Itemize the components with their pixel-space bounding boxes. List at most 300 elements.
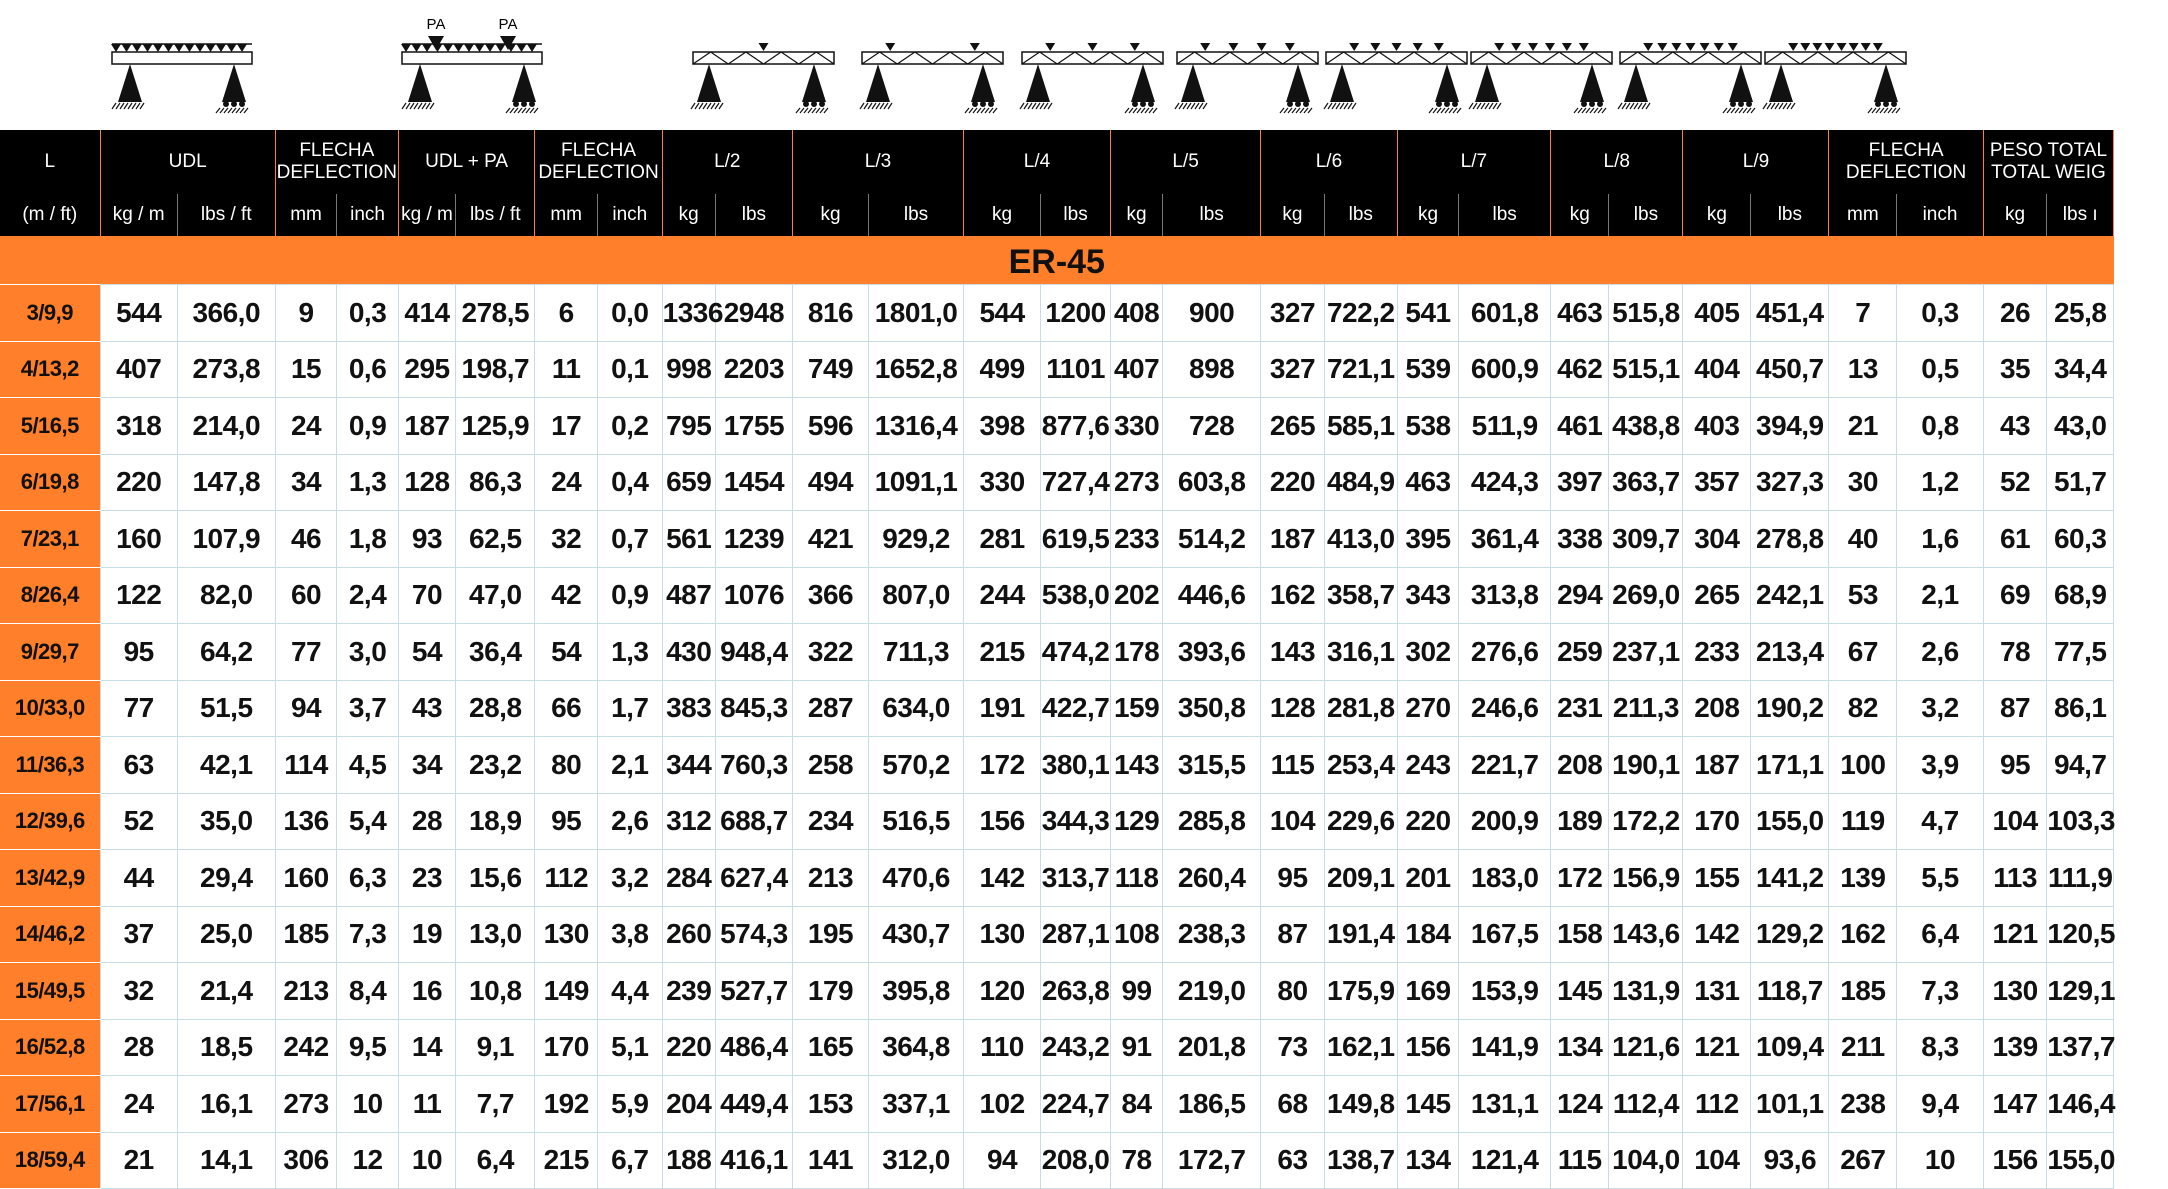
table-cell: 898 [1163, 341, 1261, 398]
table-cell: 198,7 [456, 341, 535, 398]
table-cell: 11 [535, 341, 598, 398]
table-cell: 3,2 [1897, 680, 1984, 737]
table-cell: 184 [1397, 906, 1459, 963]
table-cell: 54 [398, 624, 455, 681]
table-cell: 0,6 [337, 341, 399, 398]
table-cell: 327,3 [1751, 454, 1829, 511]
table-cell: 172 [963, 737, 1040, 794]
table-cell: 191 [963, 680, 1040, 737]
table-cell: 167,5 [1459, 906, 1551, 963]
table-cell: 187 [1261, 511, 1325, 568]
table-cell: 130 [1983, 963, 2047, 1020]
table-cell: 244 [963, 567, 1040, 624]
table-cell: 304 [1683, 511, 1751, 568]
table-cell: 929,2 [869, 511, 964, 568]
table-cell: 95 [1261, 850, 1325, 907]
table-cell: 312,0 [869, 1132, 964, 1189]
table-cell: 246,6 [1459, 680, 1551, 737]
table-cell: 306 [275, 1132, 337, 1189]
table-cell: 1336 [662, 285, 715, 342]
table-cell: 0,1 [597, 341, 662, 398]
table-cell: 287 [792, 680, 868, 737]
table-cell: 165 [792, 1019, 868, 1076]
table-cell: 2,1 [1897, 567, 1984, 624]
table-cell: 51,7 [2047, 454, 2114, 511]
table-cell: 221,7 [1459, 737, 1551, 794]
table-cell: 234 [792, 793, 868, 850]
table-cell: 1,7 [597, 680, 662, 737]
table-cell: 208 [1551, 737, 1609, 794]
table-cell: 3,8 [597, 906, 662, 963]
table-cell: 596 [792, 398, 868, 455]
table-cell: 82 [1829, 680, 1897, 737]
header-l-unit: (m / ft) [0, 194, 100, 238]
table-cell: 21 [100, 1132, 177, 1189]
header-group-l-3 [792, 130, 963, 194]
unit-label: kg [1261, 194, 1325, 238]
unit-label: inch [337, 194, 399, 238]
table-cell: 0,3 [337, 285, 399, 342]
table-cell: 121 [1983, 906, 2047, 963]
table-cell: 393,6 [1163, 624, 1261, 681]
point-load-l7-icon [1469, 43, 1612, 113]
table-cell: 24 [535, 454, 598, 511]
table-cell: 53 [1829, 567, 1897, 624]
table-cell: 29,4 [177, 850, 275, 907]
table-cell: 394,9 [1751, 398, 1829, 455]
table-cell: 544 [963, 285, 1040, 342]
table-row [0, 285, 2168, 342]
table-cell: 407 [100, 341, 177, 398]
table-cell: 5,9 [597, 1076, 662, 1133]
table-cell: 722,2 [1324, 285, 1397, 342]
header-group-sublabel: DEFLECTION [1845, 162, 1967, 183]
table-cell: 73 [1261, 1019, 1325, 1076]
table-cell: 162 [1261, 567, 1325, 624]
header-group-label: L/7 [1460, 151, 1488, 172]
table-cell: 285,8 [1163, 793, 1261, 850]
table-cell: 134 [1397, 1132, 1459, 1189]
table-cell: 312 [662, 793, 715, 850]
span-length-cell: 12/39,6 [0, 793, 100, 850]
udl-pa-beam-icon [401, 16, 542, 113]
header-group-l-7 [1397, 130, 1550, 194]
table-cell: 238 [1829, 1076, 1897, 1133]
header-group-label: PESO TOTAL [1989, 140, 2108, 161]
table-cell: 1,3 [597, 624, 662, 681]
table-cell: 2,6 [1897, 624, 1984, 681]
unit-label: lbs ı [2047, 194, 2114, 238]
table-cell: 159 [1111, 680, 1163, 737]
table-cell: 1,6 [1897, 511, 1984, 568]
table-cell: 461 [1551, 398, 1609, 455]
table-cell: 265 [1261, 398, 1325, 455]
table-cell: 1801,0 [869, 285, 964, 342]
table-cell: 25,0 [177, 906, 275, 963]
table-cell: 46 [275, 511, 337, 568]
table-cell: 422,7 [1041, 680, 1111, 737]
table-cell: 14,1 [177, 1132, 275, 1189]
table-cell: 6,4 [1897, 906, 1984, 963]
span-length-cell: 13/42,9 [0, 850, 100, 907]
table-cell: 68,9 [2047, 567, 2114, 624]
table-cell: 265 [1683, 567, 1751, 624]
point-load-l9-icon [1763, 43, 1906, 113]
table-cell: 213 [275, 963, 337, 1020]
header-group-label: L/6 [1315, 151, 1343, 172]
table-cell: 172,7 [1163, 1132, 1261, 1189]
unit-label: lbs [1163, 194, 1261, 238]
table-cell: 52 [100, 793, 177, 850]
table-cell: 219,0 [1163, 963, 1261, 1020]
table-cell: 10 [1897, 1132, 1984, 1189]
header-group-label: L/9 [1742, 151, 1770, 172]
table-cell: 195 [792, 906, 868, 963]
table-cell: 313,7 [1041, 850, 1111, 907]
unit-label: inch [1897, 194, 1984, 238]
table-cell: 99 [1111, 963, 1163, 1020]
table-cell: 8,4 [337, 963, 399, 1020]
table-row [0, 1132, 2168, 1189]
table-cell: 398 [963, 398, 1040, 455]
table-cell: 156 [1397, 1019, 1459, 1076]
table-cell: 451,4 [1751, 285, 1829, 342]
table-cell: 273,8 [177, 341, 275, 398]
table-cell: 156 [1983, 1132, 2047, 1189]
point-load-l2-icon [691, 43, 834, 113]
table-cell: 209,1 [1324, 850, 1397, 907]
table-cell: 6,4 [456, 1132, 535, 1189]
table-cell: 760,3 [715, 737, 792, 794]
unit-label: kg [1111, 194, 1163, 238]
table-cell: 527,7 [715, 963, 792, 1020]
table-cell: 77 [100, 680, 177, 737]
table-cell: 78 [1111, 1132, 1163, 1189]
header-group-l-6 [1261, 130, 1398, 194]
table-cell: 158 [1551, 906, 1609, 963]
table-cell: 263,8 [1041, 963, 1111, 1020]
table-cell: 215 [963, 624, 1040, 681]
table-cell: 128 [398, 454, 455, 511]
table-cell: 95 [100, 624, 177, 681]
table-cell: 215 [535, 1132, 598, 1189]
table-cell: 32 [535, 511, 598, 568]
header-group-label: UDL + PA [425, 151, 509, 172]
table-cell: 102 [963, 1076, 1040, 1133]
unit-label: lbs [869, 194, 964, 238]
table-cell: 115 [1261, 737, 1325, 794]
table-cell: 179 [792, 963, 868, 1020]
table-cell: 260 [662, 906, 715, 963]
table-cell: 900 [1163, 285, 1261, 342]
span-length-cell: 11/36,3 [0, 737, 100, 794]
table-cell: 121,6 [1609, 1019, 1683, 1076]
table-cell: 43 [1983, 398, 2047, 455]
table-cell: 258 [792, 737, 868, 794]
table-cell: 7 [1829, 285, 1897, 342]
table-cell: 278,5 [456, 285, 535, 342]
table-cell: 1652,8 [869, 341, 964, 398]
point-load-l8-icon [1618, 43, 1761, 113]
table-cell: 82,0 [177, 567, 275, 624]
table-cell: 0,7 [597, 511, 662, 568]
table-cell: 281 [963, 511, 1040, 568]
table-cell: 330 [963, 454, 1040, 511]
table-cell: 9,4 [1897, 1076, 1984, 1133]
header-group-l-2 [662, 130, 792, 194]
table-cell: 141,2 [1751, 850, 1829, 907]
table-cell: 149,8 [1324, 1076, 1397, 1133]
table-cell: 143 [1261, 624, 1325, 681]
table-cell: 51,5 [177, 680, 275, 737]
unit-label: inch [597, 194, 662, 238]
table-cell: 21,4 [177, 963, 275, 1020]
table-cell: 141,9 [1459, 1019, 1551, 1076]
table-cell: 361,4 [1459, 511, 1551, 568]
table-cell: 84 [1111, 1076, 1163, 1133]
table-cell: 109,4 [1751, 1019, 1829, 1076]
table-cell: 104 [1683, 1132, 1751, 1189]
table-cell: 7,3 [337, 906, 399, 963]
table-cell: 60,3 [2047, 511, 2114, 568]
table-cell: 191,4 [1324, 906, 1397, 963]
table-cell: 190,1 [1609, 737, 1683, 794]
table-cell: 14 [398, 1019, 455, 1076]
table-cell: 118 [1111, 850, 1163, 907]
unit-label: kg [662, 194, 715, 238]
point-load-l3-icon [860, 43, 1003, 113]
unit-label: lbs [1459, 194, 1551, 238]
table-row [0, 963, 2168, 1020]
table-cell: 688,7 [715, 793, 792, 850]
table-cell: 40 [1829, 511, 1897, 568]
table-cell: 28 [398, 793, 455, 850]
table-cell: 87 [1983, 680, 2047, 737]
table-cell: 416,1 [715, 1132, 792, 1189]
point-load-l4-icon [1020, 43, 1163, 113]
table-cell: 659 [662, 454, 715, 511]
table-cell: 63 [100, 737, 177, 794]
table-cell: 37 [100, 906, 177, 963]
table-cell: 561 [662, 511, 715, 568]
table-cell: 4,4 [597, 963, 662, 1020]
table-row [0, 737, 2168, 794]
table-cell: 366,0 [177, 285, 275, 342]
table-cell: 54 [535, 624, 598, 681]
table-cell: 23 [398, 850, 455, 907]
table-cell: 276,6 [1459, 624, 1551, 681]
table-cell: 172,2 [1609, 793, 1683, 850]
table-cell: 4,5 [337, 737, 399, 794]
table-cell: 344,3 [1041, 793, 1111, 850]
table-cell: 213 [792, 850, 868, 907]
pa-label: PA [498, 16, 518, 33]
point-load-l6-icon [1324, 43, 1467, 113]
table-cell: 146,4 [2047, 1076, 2114, 1133]
table-cell: 208 [1683, 680, 1751, 737]
table-cell: 9 [275, 285, 337, 342]
table-cell: 13 [1829, 341, 1897, 398]
table-cell: 0,5 [1897, 341, 1984, 398]
unit-label: lbs / ft [177, 194, 275, 238]
table-cell: 162 [1829, 906, 1897, 963]
table-cell: 2203 [715, 341, 792, 398]
table-cell: 156,9 [1609, 850, 1683, 907]
span-length-cell: 17/56,1 [0, 1076, 100, 1133]
table-cell: 43,0 [2047, 398, 2114, 455]
header-group-label: FLECHA [1868, 140, 1944, 161]
table-cell: 100 [1829, 737, 1897, 794]
table-cell: 10 [398, 1132, 455, 1189]
table-cell: 15,6 [456, 850, 535, 907]
unit-label: kg [1397, 194, 1459, 238]
table-cell: 343 [1397, 567, 1459, 624]
table-cell: 284 [662, 850, 715, 907]
table-cell: 95 [1983, 737, 2047, 794]
table-cell: 143 [1111, 737, 1163, 794]
header-group-label: L/5 [1172, 151, 1199, 172]
table-cell: 145 [1397, 1076, 1459, 1133]
table-cell: 2,4 [337, 567, 399, 624]
table-cell: 185 [1829, 963, 1897, 1020]
table-cell: 169 [1397, 963, 1459, 1020]
table-cell: 80 [1261, 963, 1325, 1020]
table-cell: 294 [1551, 567, 1609, 624]
table-cell: 877,6 [1041, 398, 1111, 455]
table-cell: 269,0 [1609, 567, 1683, 624]
table-cell: 95 [535, 793, 598, 850]
table-cell: 281,8 [1324, 680, 1397, 737]
table-cell: 142 [1683, 906, 1751, 963]
table-cell: 213,4 [1751, 624, 1829, 681]
table-cell: 66 [535, 680, 598, 737]
table-cell: 189 [1551, 793, 1609, 850]
table-cell: 2948 [715, 285, 792, 342]
table-cell: 450,7 [1751, 341, 1829, 398]
table-cell: 515,1 [1609, 341, 1683, 398]
table-cell: 600,9 [1459, 341, 1551, 398]
table-cell: 327 [1261, 285, 1325, 342]
table-row [0, 1076, 2168, 1133]
header-group-sublabel: DEFLECTION [538, 162, 659, 183]
table-cell: 183,0 [1459, 850, 1551, 907]
table-cell: 122 [100, 567, 177, 624]
unit-label: lbs / ft [456, 194, 535, 238]
table-cell: 208,0 [1041, 1132, 1111, 1189]
table-cell: 407 [1111, 341, 1163, 398]
table-cell: 229,6 [1324, 793, 1397, 850]
table-cell: 539 [1397, 341, 1459, 398]
table-cell: 295 [398, 341, 455, 398]
header-group-peso-total [1983, 130, 2113, 194]
table-cell: 1091,1 [869, 454, 964, 511]
table-cell: 147 [1983, 1076, 2047, 1133]
table-cell: 338 [1551, 511, 1609, 568]
table-cell: 449,4 [715, 1076, 792, 1133]
table-cell: 243 [1397, 737, 1459, 794]
load-table [0, 130, 2168, 1189]
table-cell: 462 [1551, 341, 1609, 398]
table-cell: 16 [398, 963, 455, 1020]
table-cell: 86,3 [456, 454, 535, 511]
table-cell: 220 [100, 454, 177, 511]
table-cell: 94 [963, 1132, 1040, 1189]
span-length-cell: 7/23,1 [0, 511, 100, 568]
table-cell: 413,0 [1324, 511, 1397, 568]
header-group-label: L/2 [714, 151, 741, 172]
table-cell: 486,4 [715, 1019, 792, 1076]
table-cell: 28,8 [456, 680, 535, 737]
table-row [0, 680, 2168, 737]
unit-label: mm [535, 194, 598, 238]
unit-label: kg / m [398, 194, 455, 238]
table-cell: 807,0 [869, 567, 964, 624]
table-cell: 544 [100, 285, 177, 342]
table-cell: 516,5 [869, 793, 964, 850]
header-group-l-4 [963, 130, 1110, 194]
table-cell: 44 [100, 850, 177, 907]
table-cell: 405 [1683, 285, 1751, 342]
table-cell: 10 [337, 1076, 399, 1133]
table-cell: 1,8 [337, 511, 399, 568]
table-cell: 0,8 [1897, 398, 1984, 455]
table-cell: 138,7 [1324, 1132, 1397, 1189]
table-cell: 160 [275, 850, 337, 907]
udl-beam-icon [111, 44, 252, 113]
table-cell: 344 [662, 737, 715, 794]
table-cell: 77,5 [2047, 624, 2114, 681]
table-cell: 187 [398, 398, 455, 455]
table-cell: 494 [792, 454, 868, 511]
table-cell: 511,9 [1459, 398, 1551, 455]
table-cell: 86,1 [2047, 680, 2114, 737]
table-cell: 149 [535, 963, 598, 1020]
table-cell: 463 [1551, 285, 1609, 342]
header-group-l-5 [1111, 130, 1261, 194]
table-cell: 273 [1111, 454, 1163, 511]
table-cell: 5,1 [597, 1019, 662, 1076]
pa-label: PA [426, 16, 446, 33]
table-cell: 15 [275, 341, 337, 398]
unit-label: kg [792, 194, 868, 238]
span-length-cell: 10/33,0 [0, 680, 100, 737]
table-cell: 438,8 [1609, 398, 1683, 455]
table-cell: 155,0 [1751, 793, 1829, 850]
table-cell: 21 [1829, 398, 1897, 455]
table-cell: 175,9 [1324, 963, 1397, 1020]
table-cell: 119 [1829, 793, 1897, 850]
table-cell: 1239 [715, 511, 792, 568]
table-cell: 1076 [715, 567, 792, 624]
table-cell: 259 [1551, 624, 1609, 681]
table-cell: 11 [398, 1076, 455, 1133]
table-cell: 3,2 [597, 850, 662, 907]
table-cell: 130 [535, 906, 598, 963]
table-cell: 104,0 [1609, 1132, 1683, 1189]
table-cell: 541 [1397, 285, 1459, 342]
table-cell: 237,1 [1609, 624, 1683, 681]
table-cell: 287,1 [1041, 906, 1111, 963]
table-cell: 220 [1397, 793, 1459, 850]
table-cell: 727,4 [1041, 454, 1111, 511]
table-cell: 1101 [1041, 341, 1111, 398]
table-cell: 239 [662, 963, 715, 1020]
table-cell: 220 [662, 1019, 715, 1076]
table-cell: 26 [1983, 285, 2047, 342]
table-cell: 8,3 [1897, 1019, 1984, 1076]
table-cell: 178 [1111, 624, 1163, 681]
table-cell: 337,1 [869, 1076, 964, 1133]
